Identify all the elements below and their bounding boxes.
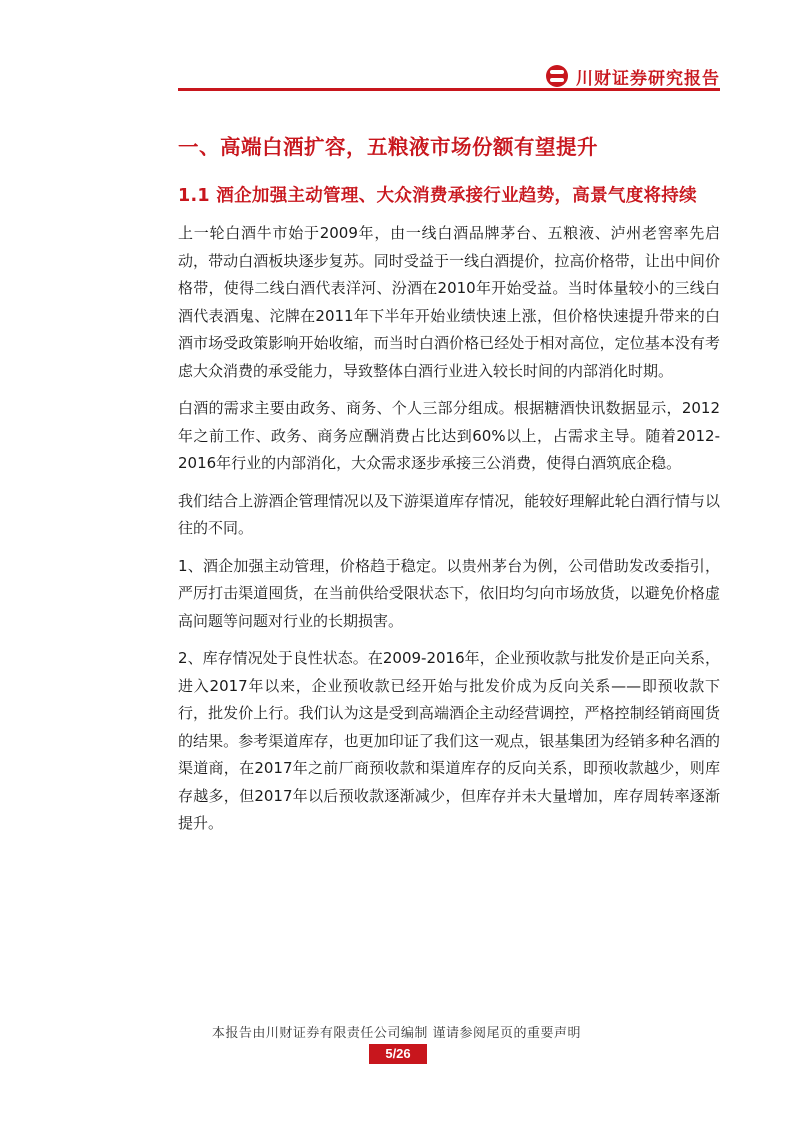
report-body bbox=[178, 220, 720, 848]
paragraph-bull-market-history: 上一轮白酒牛市始于2009年，由一线白酒品牌茅台、五粮液、泸州老窖率先启动，带动白酒板块逐步复苏。同时受益于一线白酒提价，拉高价格带，让出中间价格带，使得二线白酒代表洋河、汾酒在2010年开始受益。当时体量较小的三线白酒代表酒鬼、沱牌在2011年下半年开始业绩快速上涨，但价格快速提升带来的白酒市场受政策影响开始收缩，而当时白酒价格已经处于相对高位，定位基本没有考虑大众消费的承受能力，导致整体白酒行业进入较长时间的内部消化时期。 bbox=[178, 224, 720, 380]
report-header bbox=[546, 64, 720, 88]
paragraph-analysis-intro: 我们结合上游酒企管理情况以及下游渠道库存情况，能较好理解此轮白酒行情与以往的不同。 bbox=[178, 491, 720, 537]
chuancai-logo-icon bbox=[546, 65, 568, 87]
paragraph-demand-structure: 白酒的需求主要由政务、商务、个人三部分组成。根据糖酒快讯数据显示，2012年之前工作、政务、商务应酬消费占比达到60%以上，占需求主导。随着2012-2016年行业的内部消化，大众需求逐步承接三公消费，使得白酒筑底企稳。 bbox=[178, 399, 720, 472]
brand-name: 川财证券研究报告 bbox=[576, 68, 720, 89]
footer-disclaimer: 本报告由川财证券有限责任公司编制 谨请参阅尾页的重要声明 bbox=[211, 1026, 582, 1041]
page-number: 5/26 bbox=[369, 1044, 427, 1064]
section-title: 一、高端白酒扩容，五粮液市场份额有望提升 bbox=[178, 135, 598, 159]
header-divider bbox=[178, 88, 720, 91]
paragraph-point-2: 2、库存情况处于良性状态。在2009-2016年，企业预收款与批发价是正向关系，进入2017年以来，企业预收款已经开始与批发价成为反向关系——即预收款下行，批发价上行。我们认为这是受到高端酒企主动经营调控，严格控制经销商囤货的结果。参考渠道库存，也更加印证了我们这一观点，银基集团为经销多种名酒的渠道商，在2017年之前厂商预收款和渠道库存的反向关系，即预收款越少，则库存越多，但2017年以后预收款逐渐减少，但库存并未大量增加，库存周转率逐渐提升。 bbox=[178, 649, 720, 832]
subsection-title: 1.1 酒企加强主动管理、大众消费承接行业趋势，高景气度将持续 bbox=[178, 186, 697, 206]
paragraph-point-1: 1、酒企加强主动管理，价格趋于稳定。以贵州茅台为例，公司借助发改委指引，严厉打击渠道囤货，在当前供给受限状态下，依旧均匀向市场放货，以避免价格虚高问题等问题对行业的长期损害。 bbox=[178, 556, 720, 630]
